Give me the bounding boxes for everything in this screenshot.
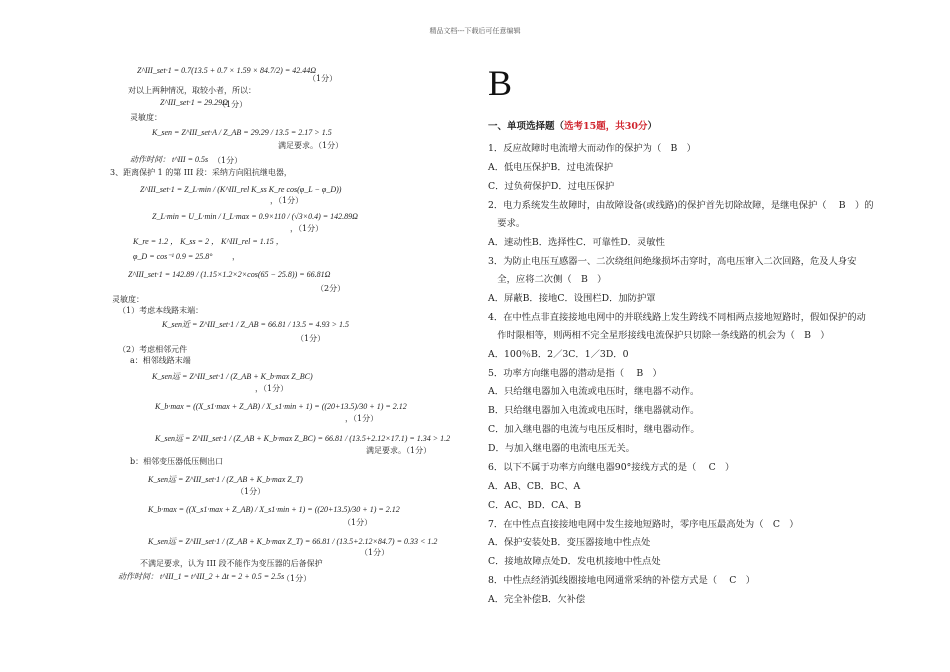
answer-options: C．AC、BD．CA、B [488, 499, 582, 511]
question-text: 1．反应故障时电流增大而动作的保护为（ B ） [488, 143, 696, 154]
equation-17: K_b·max = ((X_s1·max + Z_AB) / X_s1·min + 1) = ((20+13.5)/30 + 1) = 2.12 [148, 505, 400, 514]
answer-options: D．与加入继电器的电流电压无关。 [488, 443, 635, 454]
question-text: 5．功率方向继电器的潜动是指（ B ） [488, 367, 662, 379]
score-mark: （1分） [308, 74, 338, 83]
answer-options: A．低电压保护B．过电流保护 [488, 161, 614, 173]
text-line: 对以上两种情况，取较小者，所以： [128, 86, 256, 95]
equation-9: Z^III_set·1 = 142.89 / (1.15×1.2×2×cos(65 − 25.8)) = 66.81Ω [128, 270, 331, 279]
section-title [488, 118, 893, 132]
equation-6: Z_L·min = U_L·min / I_L·max = 0.9×110 / (√3×0.4) = 142.89Ω [152, 212, 358, 221]
text-line: 3、距离保护 1 的第 III 段：采纳方向阻抗继电器， [110, 168, 292, 177]
score-mark: ，（1分） [290, 224, 324, 233]
score-mark: 满足要求。（1分） [278, 141, 344, 150]
text-line: a：相邻线路末端 [130, 356, 191, 365]
right-column [488, 118, 893, 612]
equation-14: K_b·max = ((X_s1·max + Z_AB) / X_s1·min + 1) = ((20+13.5)/30 + 1) = 2.12 [155, 402, 407, 411]
question-text: 2．电力系统发生故障时，由故障设备(或线路)的保护首先切除故障，是继电保护（ B ）的 [488, 199, 874, 211]
equation-3: K_sen = Z^III_set·A / Z_AB = 29.29 / 13.5 = 2.17 > 1.5 [152, 128, 332, 137]
score-mark: （1分） [343, 518, 373, 527]
question-text: 6．以下不属于功率方向继电器90°接线方式的是（ C ） [488, 462, 735, 473]
equation-4: 动作时间： t^III = 0.5s [130, 155, 209, 164]
score-mark: （1分） [218, 100, 248, 109]
score-mark: ，（1分） [345, 414, 379, 423]
score-mark: ， [232, 252, 240, 261]
score-mark: （1分） [213, 156, 243, 165]
score-mark: （1分） [296, 334, 326, 343]
equation-15: K_sen远 = Z^III_set·1 / (Z_AB + K_b·max Z_BC) = 66.81 / (13.5+2.12×17.1) = 1.34 > 1.2 [155, 434, 451, 443]
answer-options: A．完全补偿B．欠补偿 [488, 593, 586, 605]
equation-11: K_sen近 = Z^III_set·1 / Z_AB = 66.81 / 13.5 = 4.93 > 1.5 [162, 320, 349, 329]
score-mark: ，（1分） [255, 384, 289, 393]
section-title-prefix: 一、单项选择题（ [488, 121, 565, 132]
answer-options: A．只给继电器加入电流或电压时，继电器不动作。 [488, 386, 700, 397]
equation-8: φ_D = cos⁻¹ 0.9 = 25.8° [133, 252, 213, 261]
question-text: 全，应将二次侧（ B ） [488, 274, 607, 285]
equation-5: Z^III_set·1 = Z_L·min / (K^III_rel K_ss K_re cos(φ_L − φ_D)) [140, 185, 342, 194]
question-text: 3．为防止电压互感器一、二次绕组间绝缘损坏击穿时，高电压窜入二次回路，危及人身安 [488, 255, 857, 267]
answer-options: C．过负荷保护D．过电压保护 [488, 180, 615, 192]
answer-options: A．保护安装处B．变压器接地中性点处 [488, 537, 651, 548]
question-list [488, 142, 893, 606]
answer-options: A．速动性B．选择性C．可靠性D．灵敏性 [488, 236, 665, 248]
answer-options: B．只给继电器加入电流或电压时，继电器就动作。 [488, 405, 700, 416]
equation-16: K_sen远 = Z^III_set·1 / (Z_AB + K_b·max Z_T) [148, 475, 303, 484]
text-line: （1）考虑本线路末端： [118, 306, 204, 315]
equation-1: Z^III_set·1 = 0.7(13.5 + 0.7 × 1.59 × 84.7/2) = 42.44Ω [137, 66, 317, 75]
score-mark: （1分） [236, 487, 266, 496]
text-line: 不满足要求，认为 III 段不能作为变压器的后备保护 [140, 559, 323, 568]
equation-2: Z^III_set·1 = 29.29Ω [160, 98, 228, 107]
text-line: b：相邻变压器低压侧出口 [130, 457, 224, 466]
score-mark: （1分） [360, 548, 390, 557]
text-line: （2）考虑相邻元件 [118, 345, 188, 354]
page-header: 精品文档---下载后可任意编辑 [429, 27, 521, 35]
text-line: 灵敏度： [112, 295, 144, 304]
score-mark: （1分） [282, 574, 312, 583]
score-mark: 满足要求。（1分） [366, 446, 432, 455]
equation-7: K_re = 1.2 ， K_ss = 2 ， K^III_rel = 1.15 ， [133, 237, 284, 246]
answer-options: C．接地故障点处D．发电机接地中性点处 [488, 556, 661, 567]
equation-13: K_sen远 = Z^III_set·1 / (Z_AB + K_b·max Z_BC) [152, 372, 313, 381]
answer-options: A．100％B．2／3C．1／3D．0 [488, 348, 629, 360]
answer-options: A．AB、CB．BC、A [488, 480, 581, 492]
equation-20: 动作时间： t^III_1 = t^III_2 + Δt = 2 + 0.5 = 2.5s [118, 572, 285, 581]
section-letter: B [488, 63, 513, 103]
question-text: 作时限相等，则两相不完全星形接线电流保护只切除一条线路的机会为（ B ） [488, 330, 830, 341]
score-mark: ，（1分） [270, 196, 304, 205]
question-text: 8．中性点经消弧线圈接地电网通常采纳的补偿方式是（ C ） [488, 575, 755, 586]
section-title-highlight: 选考15题，共30分 [564, 121, 648, 132]
section-title-suffix: ） [647, 121, 657, 132]
question-text: 4．在中性点非直接接地电网中的并联线路上发生跨线不同相两点接地短路时，假如保护的动 [488, 311, 866, 323]
text-line: 灵敏度： [130, 113, 162, 122]
answer-options: C．加入继电器的电流与电压反相时，继电器动作。 [488, 424, 700, 435]
question-text: 要求。 [488, 218, 526, 229]
answer-options: A．屏蔽B．接地C．设围栏D．加防护罩 [488, 292, 656, 304]
question-text: 7．在中性点直接接地电网中发生接地短路时，零序电压最高处为（ C ） [488, 518, 799, 530]
equation-18: K_sen远 = Z^III_set·1 / (Z_AB + K_b·max Z_T) = 66.81 / (13.5+2.12×84.7) = 0.33 < 1.2 [148, 537, 438, 546]
score-mark: （2分） [316, 284, 346, 293]
